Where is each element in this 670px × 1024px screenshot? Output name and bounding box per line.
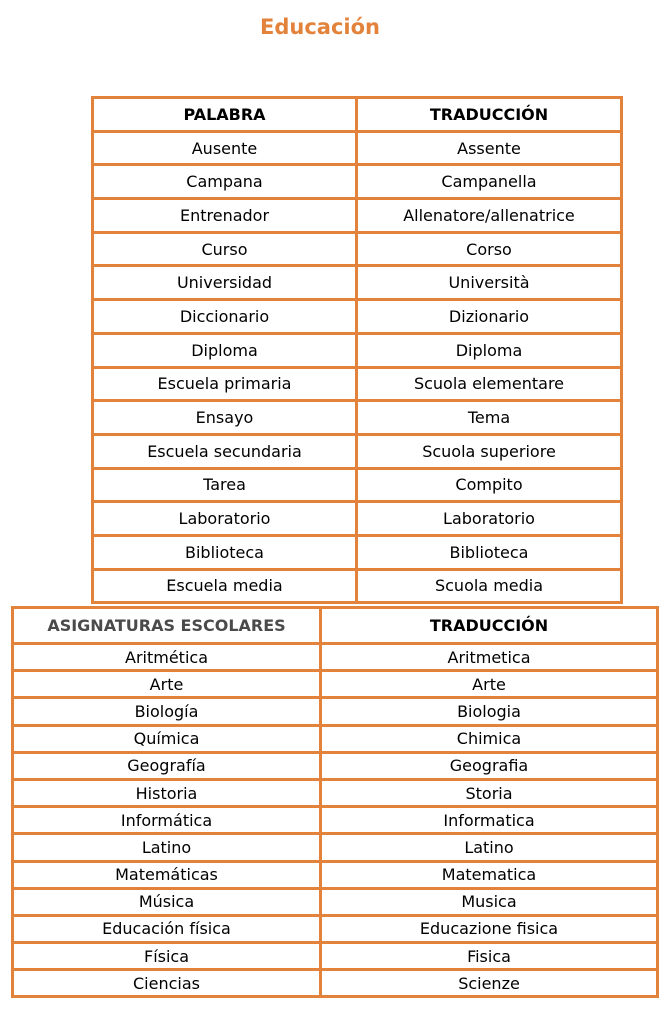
italian-translation-cell: Scuola media — [357, 569, 622, 603]
spanish-term-cell: Escuela media — [93, 569, 357, 603]
subjects-table-body — [13, 644, 658, 997]
italian-translation-cell: Dizionario — [357, 300, 622, 334]
column-header-translation: TRADUCCIÓN — [357, 98, 622, 132]
italian-translation-cell: Latino — [321, 834, 658, 861]
spanish-term-cell: Informática — [13, 807, 321, 834]
table-row — [13, 970, 658, 997]
spanish-term-cell: Universidad — [93, 266, 357, 300]
spanish-term-cell: Latino — [13, 834, 321, 861]
italian-translation-cell: Scienze — [321, 970, 658, 997]
spanish-term-cell: Matemáticas — [13, 861, 321, 888]
spanish-term-cell: Diccionario — [93, 300, 357, 334]
italian-translation-cell: Biblioteca — [357, 535, 622, 569]
table-row — [93, 333, 622, 367]
table-row — [93, 165, 622, 199]
column-header-word: PALABRA — [93, 98, 357, 132]
spanish-term-cell: Campana — [93, 165, 357, 199]
spanish-term-cell: Educación física — [13, 915, 321, 942]
table-row — [13, 834, 658, 861]
spanish-term-cell: Biblioteca — [93, 535, 357, 569]
table-row — [13, 861, 658, 888]
spanish-term-cell: Historia — [13, 779, 321, 806]
table-row — [93, 232, 622, 266]
table-row — [13, 888, 658, 915]
spanish-term-cell: Diploma — [93, 333, 357, 367]
spanish-term-cell: Curso — [93, 232, 357, 266]
table-row — [13, 671, 658, 698]
italian-translation-cell: Chimica — [321, 725, 658, 752]
spanish-term-cell: Música — [13, 888, 321, 915]
table-row — [13, 915, 658, 942]
italian-translation-cell: Corso — [357, 232, 622, 266]
italian-translation-cell: Geografia — [321, 752, 658, 779]
table-row — [13, 943, 658, 970]
table-row — [93, 434, 622, 468]
italian-translation-cell: Educazione fisica — [321, 915, 658, 942]
table-header-row — [13, 608, 658, 644]
table-header-row — [93, 98, 622, 132]
spanish-term-cell: Física — [13, 943, 321, 970]
column-header-subjects: ASIGNATURAS ESCOLARES — [13, 608, 321, 644]
table-row — [93, 535, 622, 569]
table-row — [93, 131, 622, 165]
table-row — [13, 752, 658, 779]
table-row — [93, 300, 622, 334]
spanish-term-cell: Arte — [13, 671, 321, 698]
spanish-term-cell: Química — [13, 725, 321, 752]
italian-translation-cell: Allenatore/allenatrice — [357, 199, 622, 233]
page-title: Educación — [260, 15, 380, 39]
table-row — [93, 401, 622, 435]
table-row — [93, 468, 622, 502]
italian-translation-cell: Musica — [321, 888, 658, 915]
italian-translation-cell: Scuola elementare — [357, 367, 622, 401]
italian-translation-cell: Biologia — [321, 698, 658, 725]
italian-translation-cell: Compito — [357, 468, 622, 502]
spanish-term-cell: Aritmética — [13, 644, 321, 671]
italian-translation-cell: Matematica — [321, 861, 658, 888]
table-row — [93, 502, 622, 536]
table-row — [13, 779, 658, 806]
spanish-term-cell: Escuela secundaria — [93, 434, 357, 468]
table-row — [13, 644, 658, 671]
spanish-term-cell: Biología — [13, 698, 321, 725]
italian-translation-cell: Assente — [357, 131, 622, 165]
spanish-term-cell: Ciencias — [13, 970, 321, 997]
subjects-table — [11, 606, 659, 998]
spanish-term-cell: Ausente — [93, 131, 357, 165]
italian-translation-cell: Aritmetica — [321, 644, 658, 671]
table-row — [93, 199, 622, 233]
table-row — [13, 807, 658, 834]
table-row — [13, 725, 658, 752]
italian-translation-cell: Università — [357, 266, 622, 300]
spanish-term-cell: Tarea — [93, 468, 357, 502]
table-row — [13, 698, 658, 725]
italian-translation-cell: Storia — [321, 779, 658, 806]
italian-translation-cell: Tema — [357, 401, 622, 435]
spanish-term-cell: Ensayo — [93, 401, 357, 435]
italian-translation-cell: Informatica — [321, 807, 658, 834]
spanish-term-cell: Laboratorio — [93, 502, 357, 536]
column-header-translation: TRADUCCIÓN — [321, 608, 658, 644]
table-row — [93, 569, 622, 603]
table-row — [93, 266, 622, 300]
italian-translation-cell: Laboratorio — [357, 502, 622, 536]
italian-translation-cell: Campanella — [357, 165, 622, 199]
spanish-term-cell: Entrenador — [93, 199, 357, 233]
italian-translation-cell: Diploma — [357, 333, 622, 367]
italian-translation-cell: Scuola superiore — [357, 434, 622, 468]
vocabulary-table — [91, 96, 623, 604]
vocabulary-table-body — [93, 131, 622, 603]
spanish-term-cell: Escuela primaria — [93, 367, 357, 401]
table-row — [93, 367, 622, 401]
spanish-term-cell: Geografía — [13, 752, 321, 779]
italian-translation-cell: Arte — [321, 671, 658, 698]
italian-translation-cell: Fisica — [321, 943, 658, 970]
